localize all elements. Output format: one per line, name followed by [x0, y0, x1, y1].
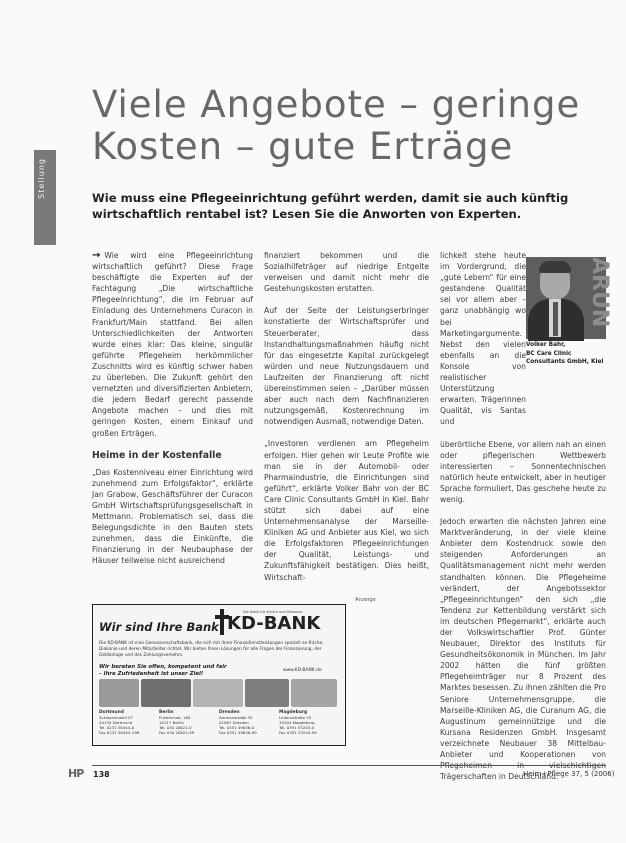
paragraph-beside-photo: lichkeit stehe heute im Vordergrund, die „gute Lebern“ für eine gestandene Qualität sei vor allem aber – ganz unabhängig wo bei Marketingargumente. Nebst den vielen ebenfalls an die Konsole von realistischer Unterstützung erwarten. Trägerinnen Qualität, vis Santas und [440, 251, 526, 427]
caption-location: Consultants GmbH, Kiel [526, 359, 604, 365]
ad-contact [279, 709, 335, 735]
paragraph: „Investoren verdienen am Pflegeheim erfolgen. Hier gehen wir Leute Profite wie man sie in der Automobil- oder Pharmaindustrie, die Einrichtungen sind geführt“, erklärte Volker Bahr von der BC Care Clinic Consultants GmbH in Kiel. Bahr stützt sich dabei auf eine Unternehmensanalyse der Marseille-Kliniken AG und Anbieter aus Kiel, wo sich die Erfolgsfaktoren Pflegeeinrichtungen der Qualität, Leistungs- und Zukunftsfähigkeit bestätigen. Dies heißt, Wirtschaft- [264, 439, 429, 582]
portrait-photo [526, 257, 612, 339]
paragraph: „Das Kostenniveau einer Einrichtung wird zunehmend zum Erfolgsfaktor“, erklärte Jan Grabow, Geschäftsführer der Curacon GmbH Wirtschaftsprüfungsgesellschaft in Mettmann. Problematisch sei, dass die Belegungsdichte in den Bauten stets zunehmen, dass die Einkünfte, die Finanzierung in der Neubauphase der Häuser teilweise nicht ausreichend [92, 467, 253, 566]
caption-company: BC Care Clinic [526, 350, 572, 357]
contact-city: Magdeburg [279, 710, 308, 715]
paragraph: Jedoch erwarten die nächsten Jahren eine Marktveränderung, in der viele kleine Anbieter dem Kostendruck sowie den steigenden Anforderungen an Qualitätsmanagement nicht mehr werden standhalten können. Die Pflegeheime verändert, der Angebotssektor „Pflegeeinrichtungen“ den sich „die Tendenz zur Kettenbildung verstärkt sich im deutschen Pflegemarkt“, erklärte auch der Volkswirtschaftler Prof. Günter Neubauer, Direktor des Instituts für Gesundheitsökonomik in München. Im Jahr 2002 hätten die fünf größten Pflegeheimträger nur 8 Prozent des Marktes besessen. Zu ihnen zählten die Pro Seniore Unternehmensgruppe, die Marseille-Kliniken AG, die Curanum AG, die Augustinum gemeinnützige und die Kursana Residenzen GmbH. Insgesamt verzeichnete Neubauer 38 Mittelbau-Anbieter und Kooperationen von Pflegeheimen in vielschichtigen Trägerschaften in Deutschland. [440, 517, 606, 782]
ad-photo-strip [99, 679, 337, 707]
ad-photo [291, 679, 337, 707]
text-column-2 [264, 250, 429, 594]
ad-contact [159, 709, 215, 735]
headline-line-1: Viele Angebote – geringe [92, 83, 581, 126]
ad-contact [99, 709, 155, 735]
paragraph: Auf der Seite der Leistungserbringer konstatierte der Wirtschaftsprüfer und Steuerberater, dass Instandhaltungsmaßnahmen häufig nicht für das eingesetzte Kapital zurückgelegt würden und neue Nutzungsdauern und Laufzeiten der Finanzierung oft nicht übereinstimmen seien – „Darüber müssen aber auch nach dem Nachfinanzieren nutzungsgemäß, Kostenrechnung im notwendigen Ausmaß, notwendige Daten. [264, 306, 429, 427]
subheading: Heime in der Kostenfalle [92, 449, 222, 461]
paragraph [92, 250, 253, 439]
portrait-tie [553, 302, 558, 336]
kd-bank-advertisement [92, 604, 346, 746]
ad-photo [193, 679, 243, 707]
issue-reference: Heim+Pflege 37, 5 (2006) [523, 770, 615, 778]
ad-slogan: Wir sind Ihre Bank [99, 620, 219, 634]
text-column-1 [92, 250, 253, 578]
contact-city: Dortmund [99, 710, 124, 715]
paragraph: finanziert bekommen und die Sozialhilfeträger auf niedrige Entgelte verweisen und damit nicht mehr die Gestehungskosten erstatten. [264, 251, 429, 294]
ad-body-text: Die KD-BANK ist eine Genossenschaftsbank, die sich mit ihren Finanzdienstleistungen speziell an Kirche, Diakonie und deren Mitarbeiter richtet. Wir bieten Ihnen Lösungen für alle Fragen der Finanzierung, der Geldanlage und des Zahlungsverkehrs. [99, 641, 324, 658]
caption-name: Volker Bahr, [526, 342, 566, 348]
magazine-logo: HP [68, 767, 84, 780]
photo-background-text: ARUN [587, 257, 612, 328]
contact-details: Schwanenwall 27 44135 Dortmund Tel. 0231 58444-0 Fax 0231 58444-196 [99, 715, 140, 735]
paragraph-text: Wie wird eine Pflegeeinrichtung wirtschaftlich geführt? Diese Frage beschäftigte die Experten auf der Fachtagung „Die wirtschaftliche Pflegeeinrichtung“, die im Februar auf Einladung des Unternehmens Curacon in Frankfurt/Main stattfand. Bei allen Unterschiedlichkeiten der Antworten wurde eines klar: Das kleine, singulär geführte Pflegeheim herkömmlicher Zuschnitts wird es künftig schwer haben zu überleben. Die Zukunft gehört den vernetzten und diversifizierten Anbietern, die jedem Bedarf gerecht passende Angebote machen – und dies mit geringen Kosten, einem Einkauf und großen Erträgen. [92, 251, 253, 438]
ad-label: Anzeige [355, 597, 376, 603]
section-tab-label: Stellung [37, 158, 46, 199]
ad-photo [245, 679, 289, 707]
page-number: 138 [93, 770, 110, 779]
ad-web-address: www.KD-BANK.de [283, 668, 322, 673]
portrait-hair [539, 261, 571, 273]
ad-photo [99, 679, 139, 707]
headline-line-2: Kosten – gute Erträge [92, 125, 514, 168]
section-tab [34, 150, 56, 245]
contact-details: Ammonstraße 35 01067 Dresden Tel. 0351 49636-0 Fax 0351 49636-99 [219, 715, 257, 735]
ad-claim: Wir beraten Sie offen, kompetent und fair – Ihre Zufriedenheit ist unser Ziel! [99, 664, 227, 677]
arrow-icon: → [92, 250, 101, 261]
ad-logo: KD-BANK [227, 613, 321, 634]
paragraph: überörtliche Ebene, vor allem nah an einen oder pflegerischen Wettbewerb interessierten – Sonnentechnischen natürlich heute entwickelt, aber in heutiger Sprache formuliert, Das geschehe heute zu wenig. [440, 439, 606, 504]
article-headline [92, 84, 592, 168]
ad-contact [219, 709, 275, 735]
ad-contacts [99, 709, 339, 743]
footer-rule [92, 765, 606, 766]
contact-city: Berlin [159, 710, 174, 715]
ad-photo [141, 679, 191, 707]
article-lead: Wie muss eine Pflegeeinrichtung geführt werden, damit sie auch künftig wirtschaftlich rentabel ist? Lesen Sie die Anworten von Experten. [92, 191, 569, 221]
contact-city: Dresden [219, 710, 240, 715]
ad-logo-subtitle: Die Bank für Kirche und Diakonie [243, 610, 303, 614]
photo-caption [526, 341, 612, 367]
contact-details: Leibnizstraße 55 39104 Magdeburg Tel. 0391 53245-0 Fax 0391 53245-99 [279, 715, 317, 735]
contact-details: Friedrichstr. 180 10117 Berlin Tel. 030 20622-0 Fax 030 20622-99 [159, 715, 195, 735]
